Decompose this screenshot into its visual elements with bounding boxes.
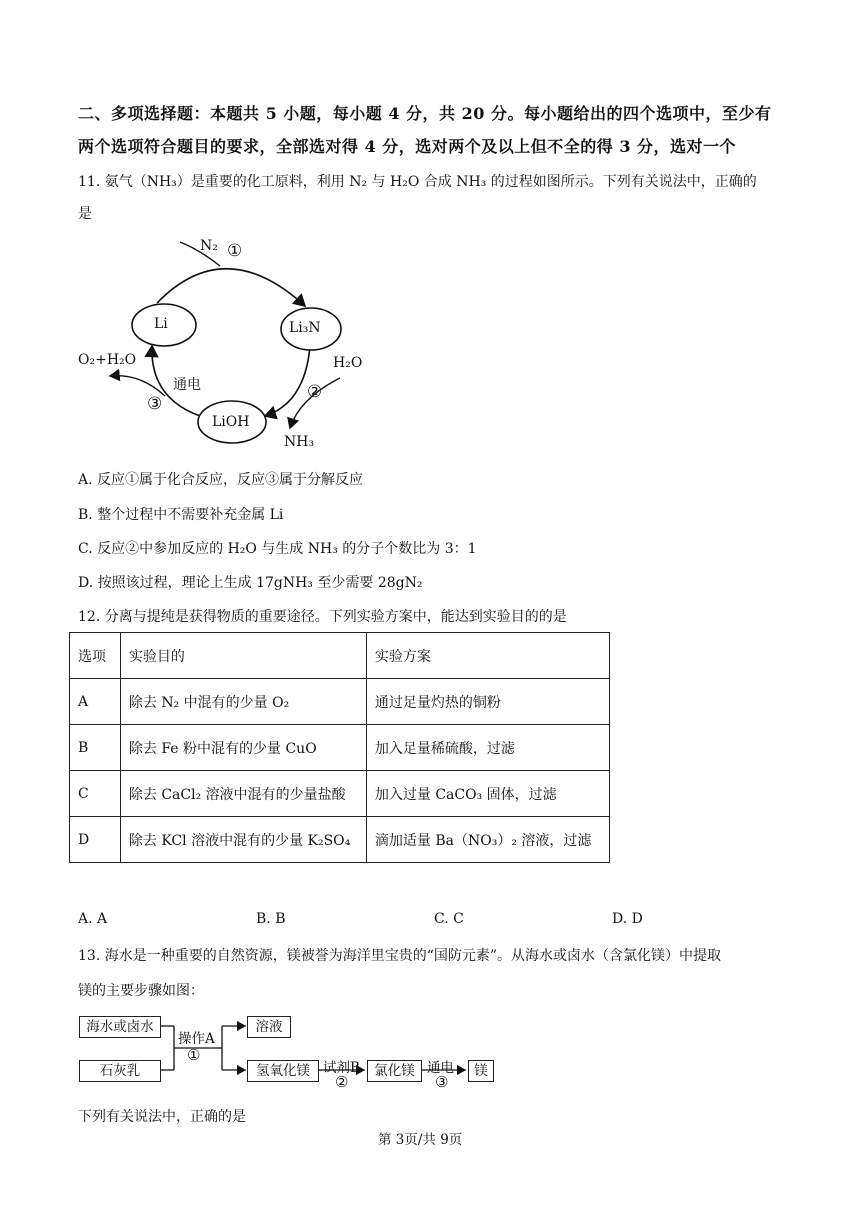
table-row: [70, 771, 610, 817]
q12-stem: 12. 分离与提纯是获得物质的重要途径。下列实验方案中，能达到实验目的的是: [78, 609, 567, 625]
o2-h2o-label: O₂+H₂O: [78, 352, 137, 368]
q13-stem-line1: 13. 海水是一种重要的自然资源，镁被誉为海洋里宝贵的“国防元素”。从海水或卤水（含氯化镁）中提取: [78, 948, 722, 964]
table-cell: 除去 Fe 粉中混有的少量 CuO: [120, 725, 366, 771]
q13-stem-line2: 镁的主要步骤如图：: [78, 983, 204, 999]
flow-step1-label: ①: [187, 1046, 201, 1064]
table-cell: 除去 CaCl₂ 溶液中混有的少量盐酸: [120, 771, 366, 817]
flow-electrolysis-label: 通电: [427, 1060, 454, 1076]
table-row: [70, 817, 610, 863]
step1-label: ①: [227, 241, 243, 261]
limewater-box: 石灰乳: [79, 1060, 161, 1082]
reagent-b-label: 试剂B: [323, 1060, 360, 1076]
nh3-label: NH₃: [284, 434, 315, 450]
lioh-label: LiOH: [212, 414, 250, 430]
table-cell: 除去 KCl 溶液中混有的少量 K₂SO₄: [120, 817, 366, 863]
electrolysis-label: 通电: [173, 377, 201, 393]
solution-box: 溶液: [247, 1016, 291, 1038]
table-cell: 加入足量稀硫酸，过滤: [366, 725, 609, 771]
q11-stem-line2: 是: [78, 206, 92, 222]
q12-answer-c: C. C: [434, 911, 464, 927]
table-cell: 除去 N₂ 中混有的少量 O₂: [120, 679, 366, 725]
page-footer: 第 3页/共 9页: [378, 1132, 463, 1148]
q11-stem-line1: 11. 氨气（NH₃）是重要的化工原料，利用 N₂ 与 H₂O 合成 NH₃ 的过程如图所示。下列有关说法中，正确的: [78, 174, 757, 190]
step3-label: ③: [147, 394, 163, 414]
table-cell: 通过足量灼热的铜粉: [366, 679, 609, 725]
section-header-line1: 二、多项选择题：本题共 5 小题，每小题 4 分，共 20 分。每小题给出的四个选项中，至少有: [78, 104, 772, 123]
q13-tail: 下列有关说法中，正确的是: [78, 1109, 246, 1125]
flow-step2-label: ②: [335, 1073, 349, 1091]
q11-option-a: A. 反应①属于化合反应，反应③属于分解反应: [78, 472, 364, 488]
table-header-cell: 实验目的: [120, 633, 366, 679]
q11-option-b: B. 整个过程中不需要补充金属 Li: [78, 507, 284, 523]
flow-step3-label: ③: [435, 1073, 449, 1091]
mg-chloride-box: 氯化镁: [367, 1060, 422, 1082]
experiment-table: [69, 632, 610, 863]
table-row: [70, 679, 610, 725]
q11-option-d: D. 按照该过程，理论上生成 17gNH₃ 至少需要 28gN₂: [78, 575, 423, 591]
arc-li-to-li3n: [157, 269, 305, 306]
q12-answer-a: A. A: [78, 911, 108, 927]
table-header-row: [70, 633, 610, 679]
h2o-label: H₂O: [333, 355, 363, 371]
table-header-cell: 选项: [70, 633, 121, 679]
table-cell: A: [70, 679, 121, 725]
mg-hydroxide-box: 氢氧化镁: [247, 1060, 319, 1082]
magnesium-box: 镁: [468, 1060, 494, 1082]
operation-a-label: 操作A: [178, 1031, 215, 1047]
li-label: Li: [154, 316, 168, 332]
seawater-box: 海水或卤水: [79, 1016, 161, 1038]
n2-label: N₂: [200, 238, 218, 254]
table-cell: D: [70, 817, 121, 863]
q12-answer-d: D. D: [612, 911, 643, 927]
table-row: [70, 725, 610, 771]
table-cell: 加入过量 CaCO₃ 固体，过滤: [366, 771, 609, 817]
q12-answer-b: B. B: [256, 911, 286, 927]
table-cell: B: [70, 725, 121, 771]
table-header-cell: 实验方案: [366, 633, 609, 679]
step2-label: ②: [307, 382, 323, 402]
table-cell: 滴加适量 Ba（NO₃）₂ 溶液，过滤: [366, 817, 609, 863]
table-cell: C: [70, 771, 121, 817]
li3n-label: Li₃N: [289, 320, 321, 336]
section-header-line2: 两个选项符合题目的要求，全部选对得 4 分，选对两个及以上但不全的得 3 分，选对一个: [78, 137, 737, 156]
q11-option-c: C. 反应②中参加反应的 H₂O 与生成 NH₃ 的分子个数比为 3：1: [78, 541, 477, 557]
